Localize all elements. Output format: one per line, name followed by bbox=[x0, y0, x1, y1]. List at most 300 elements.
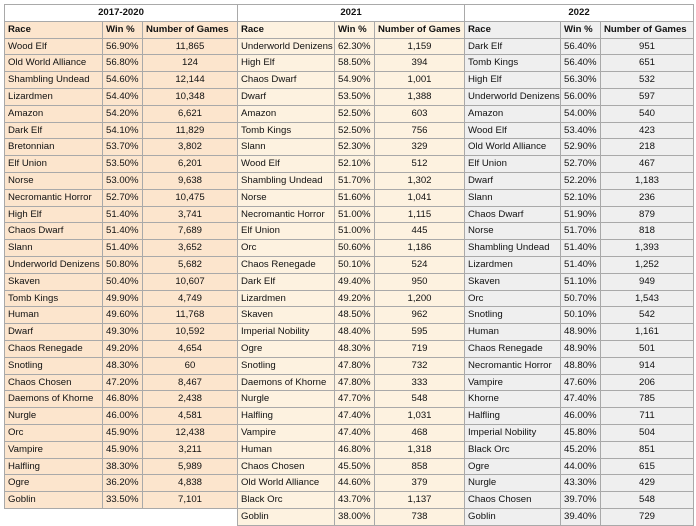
games-cell[interactable]: 1,115 bbox=[375, 206, 465, 223]
race-cell[interactable]: Necromantic Horror bbox=[5, 189, 103, 206]
games-cell[interactable]: 1,252 bbox=[601, 256, 694, 273]
games-cell[interactable]: 7,689 bbox=[143, 223, 238, 240]
games-cell[interactable]: 914 bbox=[601, 357, 694, 374]
race-cell[interactable]: Goblin bbox=[465, 508, 561, 525]
games-cell[interactable]: 540 bbox=[601, 105, 694, 122]
games-cell[interactable]: 329 bbox=[375, 139, 465, 156]
games-cell[interactable]: 3,741 bbox=[143, 206, 238, 223]
table-row bbox=[465, 88, 694, 105]
race-cell[interactable]: Underworld Denizens bbox=[465, 88, 561, 105]
win-pct-cell[interactable]: 52.70% bbox=[561, 156, 601, 173]
race-cell[interactable]: Chaos Dwarf bbox=[5, 223, 103, 240]
race-cell[interactable]: Chaos Renegade bbox=[5, 340, 103, 357]
games-cell[interactable]: 333 bbox=[375, 374, 465, 391]
table-row bbox=[465, 72, 694, 89]
games-cell[interactable]: 785 bbox=[601, 391, 694, 408]
win-pct-cell[interactable]: 39.70% bbox=[561, 492, 601, 509]
games-cell[interactable]: 501 bbox=[601, 340, 694, 357]
table-row bbox=[465, 55, 694, 72]
race-cell[interactable]: Chaos Chosen bbox=[5, 374, 103, 391]
race-cell[interactable]: Daemons of Khorne bbox=[5, 391, 103, 408]
win-pct-cell[interactable]: 46.00% bbox=[561, 408, 601, 425]
race-cell[interactable]: Dark Elf bbox=[465, 38, 561, 55]
race-cell[interactable]: Norse bbox=[238, 189, 335, 206]
table-row bbox=[238, 256, 465, 273]
games-cell[interactable]: 206 bbox=[601, 374, 694, 391]
games-cell[interactable]: 6,201 bbox=[143, 156, 238, 173]
games-cell[interactable]: 6,621 bbox=[143, 105, 238, 122]
race-cell[interactable]: Chaos Chosen bbox=[465, 492, 561, 509]
race-cell[interactable]: Shambling Undead bbox=[238, 172, 335, 189]
games-cell[interactable]: 951 bbox=[601, 38, 694, 55]
win-pct-cell[interactable]: 51.10% bbox=[561, 273, 601, 290]
period-title[interactable]: 2017-2020 bbox=[5, 5, 238, 22]
games-cell[interactable]: 879 bbox=[601, 206, 694, 223]
win-pct-cell[interactable]: 56.00% bbox=[561, 88, 601, 105]
win-pct-cell[interactable]: 54.60% bbox=[103, 72, 143, 89]
games-cell[interactable]: 949 bbox=[601, 273, 694, 290]
race-cell[interactable]: Daemons of Khorne bbox=[238, 374, 335, 391]
games-cell[interactable]: 595 bbox=[375, 324, 465, 341]
games-cell[interactable]: 468 bbox=[375, 424, 465, 441]
race-cell[interactable]: Underworld Denizens bbox=[5, 256, 103, 273]
win-pct-cell[interactable]: 53.50% bbox=[103, 156, 143, 173]
games-cell[interactable]: 597 bbox=[601, 88, 694, 105]
games-cell[interactable]: 467 bbox=[601, 156, 694, 173]
win-pct-cell[interactable]: 58.50% bbox=[335, 55, 375, 72]
race-cell[interactable]: Elf Union bbox=[238, 223, 335, 240]
win-pct-cell[interactable]: 48.50% bbox=[335, 307, 375, 324]
race-cell[interactable]: Elf Union bbox=[465, 156, 561, 173]
games-cell[interactable]: 651 bbox=[601, 55, 694, 72]
win-pct-cell[interactable]: 52.10% bbox=[561, 189, 601, 206]
games-cell[interactable]: 1,001 bbox=[375, 72, 465, 89]
race-cell[interactable]: Lizardmen bbox=[238, 290, 335, 307]
games-cell[interactable]: 524 bbox=[375, 256, 465, 273]
race-cell[interactable]: Orc bbox=[238, 240, 335, 257]
win-pct-cell[interactable]: 47.40% bbox=[335, 408, 375, 425]
period-title[interactable]: 2022 bbox=[465, 5, 694, 22]
win-pct-cell[interactable]: 53.50% bbox=[335, 88, 375, 105]
win-pct-cell[interactable]: 51.40% bbox=[561, 240, 601, 257]
games-cell[interactable]: 1,388 bbox=[375, 88, 465, 105]
win-pct-cell[interactable]: 48.30% bbox=[335, 340, 375, 357]
column-header-race[interactable]: Race bbox=[238, 21, 335, 38]
games-cell[interactable]: 1,302 bbox=[375, 172, 465, 189]
games-cell[interactable]: 1,183 bbox=[601, 172, 694, 189]
win-pct-cell[interactable]: 48.30% bbox=[103, 357, 143, 374]
games-cell[interactable]: 858 bbox=[375, 458, 465, 475]
race-cell[interactable]: Norse bbox=[5, 172, 103, 189]
games-cell[interactable]: 124 bbox=[143, 55, 238, 72]
table-row bbox=[238, 290, 465, 307]
games-cell[interactable]: 10,475 bbox=[143, 189, 238, 206]
race-cell[interactable]: Halfling bbox=[5, 458, 103, 475]
games-cell[interactable]: 1,041 bbox=[375, 189, 465, 206]
win-pct-cell[interactable]: 49.30% bbox=[103, 324, 143, 341]
table-row bbox=[465, 223, 694, 240]
table-row bbox=[5, 475, 238, 492]
games-cell[interactable]: 11,865 bbox=[143, 38, 238, 55]
column-header-games[interactable]: Number of Games bbox=[143, 21, 238, 38]
race-cell[interactable]: Chaos Renegade bbox=[238, 256, 335, 273]
table-row bbox=[238, 374, 465, 391]
win-pct-cell[interactable]: 62.30% bbox=[335, 38, 375, 55]
win-pct-cell[interactable]: 49.60% bbox=[103, 307, 143, 324]
race-cell[interactable]: Old World Alliance bbox=[238, 475, 335, 492]
race-cell[interactable]: Imperial Nobility bbox=[465, 424, 561, 441]
race-cell[interactable]: Halfling bbox=[465, 408, 561, 425]
race-cell[interactable]: Chaos Dwarf bbox=[465, 206, 561, 223]
win-pct-cell[interactable]: 46.80% bbox=[103, 391, 143, 408]
race-cell[interactable]: Snotling bbox=[465, 307, 561, 324]
period-header-row bbox=[5, 5, 238, 22]
games-cell[interactable]: 12,144 bbox=[143, 72, 238, 89]
race-cell[interactable]: Human bbox=[465, 324, 561, 341]
race-cell[interactable]: Orc bbox=[5, 424, 103, 441]
win-pct-cell[interactable]: 51.60% bbox=[335, 189, 375, 206]
race-cell[interactable]: Skaven bbox=[238, 307, 335, 324]
games-cell[interactable]: 512 bbox=[375, 156, 465, 173]
race-cell[interactable]: Necromantic Horror bbox=[238, 206, 335, 223]
table-row bbox=[5, 492, 238, 509]
games-cell[interactable]: 1,137 bbox=[375, 492, 465, 509]
games-cell[interactable]: 1,393 bbox=[601, 240, 694, 257]
games-cell[interactable]: 3,652 bbox=[143, 240, 238, 257]
games-cell[interactable]: 962 bbox=[375, 307, 465, 324]
win-pct-cell[interactable]: 46.80% bbox=[335, 441, 375, 458]
race-cell[interactable]: Old World Alliance bbox=[5, 55, 103, 72]
column-header-win-pct[interactable]: Win % bbox=[561, 21, 601, 38]
games-cell[interactable]: 4,838 bbox=[143, 475, 238, 492]
race-cell[interactable]: Underworld Denizens bbox=[238, 38, 335, 55]
race-cell[interactable]: Skaven bbox=[465, 273, 561, 290]
column-header-race[interactable]: Race bbox=[5, 21, 103, 38]
games-cell[interactable]: 1,200 bbox=[375, 290, 465, 307]
race-cell[interactable]: Elf Union bbox=[5, 156, 103, 173]
win-pct-cell[interactable]: 52.70% bbox=[103, 189, 143, 206]
win-pct-cell[interactable]: 44.00% bbox=[561, 458, 601, 475]
win-pct-cell[interactable]: 51.90% bbox=[561, 206, 601, 223]
games-cell[interactable]: 4,581 bbox=[143, 408, 238, 425]
race-cell[interactable]: Goblin bbox=[5, 492, 103, 509]
race-cell[interactable]: Nurgle bbox=[238, 391, 335, 408]
win-pct-cell[interactable]: 39.40% bbox=[561, 508, 601, 525]
race-cell[interactable]: Ogre bbox=[465, 458, 561, 475]
games-cell[interactable]: 542 bbox=[601, 307, 694, 324]
win-pct-cell[interactable]: 46.00% bbox=[103, 408, 143, 425]
table-row bbox=[465, 172, 694, 189]
games-cell[interactable]: 10,607 bbox=[143, 273, 238, 290]
win-pct-cell[interactable]: 56.80% bbox=[103, 55, 143, 72]
race-cell[interactable]: High Elf bbox=[238, 55, 335, 72]
race-cell[interactable]: Nurgle bbox=[465, 475, 561, 492]
race-cell[interactable]: Bretonnian bbox=[5, 139, 103, 156]
games-cell[interactable]: 379 bbox=[375, 475, 465, 492]
games-cell[interactable]: 719 bbox=[375, 340, 465, 357]
win-pct-cell[interactable]: 53.00% bbox=[103, 172, 143, 189]
race-cell[interactable]: Dark Elf bbox=[5, 122, 103, 139]
win-pct-cell[interactable]: 51.70% bbox=[335, 172, 375, 189]
win-pct-cell[interactable]: 45.80% bbox=[561, 424, 601, 441]
win-pct-cell[interactable]: 47.80% bbox=[335, 374, 375, 391]
win-pct-cell[interactable]: 50.10% bbox=[561, 307, 601, 324]
games-cell[interactable]: 9,638 bbox=[143, 172, 238, 189]
win-pct-cell[interactable]: 53.40% bbox=[561, 122, 601, 139]
games-cell[interactable]: 1,186 bbox=[375, 240, 465, 257]
win-pct-cell[interactable]: 38.30% bbox=[103, 458, 143, 475]
win-pct-cell[interactable]: 47.40% bbox=[335, 424, 375, 441]
win-pct-cell[interactable]: 51.70% bbox=[561, 223, 601, 240]
games-cell[interactable]: 504 bbox=[601, 424, 694, 441]
games-cell[interactable]: 738 bbox=[375, 508, 465, 525]
race-cell[interactable]: Chaos Dwarf bbox=[238, 72, 335, 89]
race-cell[interactable]: Slann bbox=[465, 189, 561, 206]
games-cell[interactable]: 394 bbox=[375, 55, 465, 72]
win-pct-cell[interactable]: 53.70% bbox=[103, 139, 143, 156]
win-pct-cell[interactable]: 51.40% bbox=[103, 206, 143, 223]
win-pct-cell[interactable]: 49.40% bbox=[335, 273, 375, 290]
race-cell[interactable]: Nurgle bbox=[5, 408, 103, 425]
race-cell[interactable]: Shambling Undead bbox=[465, 240, 561, 257]
win-pct-cell[interactable]: 47.20% bbox=[103, 374, 143, 391]
race-cell[interactable]: Tomb Kings bbox=[5, 290, 103, 307]
race-cell[interactable]: Human bbox=[5, 307, 103, 324]
games-cell[interactable]: 2,438 bbox=[143, 391, 238, 408]
games-cell[interactable]: 1,318 bbox=[375, 441, 465, 458]
table-row bbox=[5, 156, 238, 173]
win-pct-cell[interactable]: 48.90% bbox=[561, 324, 601, 341]
win-pct-cell[interactable]: 51.40% bbox=[103, 240, 143, 257]
win-pct-cell[interactable]: 56.30% bbox=[561, 72, 601, 89]
games-cell[interactable]: 851 bbox=[601, 441, 694, 458]
win-pct-cell[interactable]: 50.80% bbox=[103, 256, 143, 273]
column-header-row bbox=[5, 21, 238, 38]
win-pct-cell[interactable]: 54.90% bbox=[335, 72, 375, 89]
race-cell[interactable]: Shambling Undead bbox=[5, 72, 103, 89]
games-cell[interactable]: 615 bbox=[601, 458, 694, 475]
win-pct-cell[interactable]: 54.10% bbox=[103, 122, 143, 139]
games-cell[interactable]: 8,467 bbox=[143, 374, 238, 391]
win-pct-cell[interactable]: 49.20% bbox=[103, 340, 143, 357]
race-cell[interactable]: Goblin bbox=[238, 508, 335, 525]
win-pct-cell[interactable]: 33.50% bbox=[103, 492, 143, 509]
race-cell[interactable]: Dark Elf bbox=[238, 273, 335, 290]
race-cell[interactable]: High Elf bbox=[5, 206, 103, 223]
games-cell[interactable]: 532 bbox=[601, 72, 694, 89]
games-cell[interactable]: 732 bbox=[375, 357, 465, 374]
race-cell[interactable]: Dwarf bbox=[465, 172, 561, 189]
race-cell[interactable]: Slann bbox=[5, 240, 103, 257]
race-cell[interactable]: Black Orc bbox=[238, 492, 335, 509]
table-row bbox=[238, 307, 465, 324]
race-cell[interactable]: Halfling bbox=[238, 408, 335, 425]
win-pct-cell[interactable]: 43.70% bbox=[335, 492, 375, 509]
games-cell[interactable]: 218 bbox=[601, 139, 694, 156]
games-cell[interactable]: 711 bbox=[601, 408, 694, 425]
race-cell[interactable]: Amazon bbox=[465, 105, 561, 122]
race-cell[interactable]: High Elf bbox=[465, 72, 561, 89]
win-pct-cell[interactable]: 48.80% bbox=[561, 357, 601, 374]
games-cell[interactable]: 3,802 bbox=[143, 139, 238, 156]
race-cell[interactable]: Amazon bbox=[5, 105, 103, 122]
race-cell[interactable]: Snotling bbox=[5, 357, 103, 374]
race-cell[interactable]: Vampire bbox=[238, 424, 335, 441]
games-cell[interactable]: 818 bbox=[601, 223, 694, 240]
games-cell[interactable]: 60 bbox=[143, 357, 238, 374]
win-pct-cell[interactable]: 47.60% bbox=[561, 374, 601, 391]
win-pct-cell[interactable]: 51.40% bbox=[103, 223, 143, 240]
race-cell[interactable]: Ogre bbox=[5, 475, 103, 492]
games-cell[interactable]: 1,031 bbox=[375, 408, 465, 425]
games-cell[interactable]: 603 bbox=[375, 105, 465, 122]
win-pct-cell[interactable]: 50.40% bbox=[103, 273, 143, 290]
race-cell[interactable]: Wood Elf bbox=[238, 156, 335, 173]
win-pct-cell[interactable]: 56.90% bbox=[103, 38, 143, 55]
race-cell[interactable]: Necromantic Horror bbox=[465, 357, 561, 374]
games-cell[interactable]: 3,211 bbox=[143, 441, 238, 458]
race-cell[interactable]: Vampire bbox=[465, 374, 561, 391]
race-cell[interactable]: Snotling bbox=[238, 357, 335, 374]
win-pct-cell[interactable]: 50.70% bbox=[561, 290, 601, 307]
win-pct-cell[interactable]: 51.00% bbox=[335, 223, 375, 240]
win-pct-cell[interactable]: 49.90% bbox=[103, 290, 143, 307]
games-cell[interactable]: 11,768 bbox=[143, 307, 238, 324]
win-pct-cell[interactable]: 47.80% bbox=[335, 357, 375, 374]
table-row bbox=[238, 206, 465, 223]
race-cell[interactable]: Tomb Kings bbox=[238, 122, 335, 139]
games-cell[interactable]: 5,682 bbox=[143, 256, 238, 273]
table-row bbox=[465, 240, 694, 257]
win-pct-cell[interactable]: 52.50% bbox=[335, 105, 375, 122]
period-title[interactable]: 2021 bbox=[238, 5, 465, 22]
games-cell[interactable]: 5,989 bbox=[143, 458, 238, 475]
games-cell[interactable]: 12,438 bbox=[143, 424, 238, 441]
games-cell[interactable]: 4,749 bbox=[143, 290, 238, 307]
column-header-games[interactable]: Number of Games bbox=[601, 21, 694, 38]
win-pct-cell[interactable]: 45.20% bbox=[561, 441, 601, 458]
table-row bbox=[5, 324, 238, 341]
race-cell[interactable]: Human bbox=[238, 441, 335, 458]
race-cell[interactable]: Ogre bbox=[238, 340, 335, 357]
column-header-race[interactable]: Race bbox=[465, 21, 561, 38]
win-pct-cell[interactable]: 54.00% bbox=[561, 105, 601, 122]
games-cell[interactable]: 11,829 bbox=[143, 122, 238, 139]
table-row bbox=[5, 88, 238, 105]
win-pct-cell[interactable]: 56.40% bbox=[561, 55, 601, 72]
race-cell[interactable]: Chaos Renegade bbox=[465, 340, 561, 357]
win-pct-cell[interactable]: 56.40% bbox=[561, 38, 601, 55]
games-cell[interactable]: 950 bbox=[375, 273, 465, 290]
race-cell[interactable]: Lizardmen bbox=[5, 88, 103, 105]
table-row bbox=[465, 324, 694, 341]
race-cell[interactable]: Vampire bbox=[5, 441, 103, 458]
win-pct-cell[interactable]: 52.90% bbox=[561, 139, 601, 156]
race-cell[interactable]: Amazon bbox=[238, 105, 335, 122]
race-cell[interactable]: Wood Elf bbox=[5, 38, 103, 55]
win-pct-cell[interactable]: 54.20% bbox=[103, 105, 143, 122]
win-pct-cell[interactable]: 45.90% bbox=[103, 424, 143, 441]
win-pct-cell[interactable]: 43.30% bbox=[561, 475, 601, 492]
win-pct-cell[interactable]: 52.10% bbox=[335, 156, 375, 173]
win-pct-cell[interactable]: 48.90% bbox=[561, 340, 601, 357]
games-cell[interactable]: 429 bbox=[601, 475, 694, 492]
games-cell[interactable]: 756 bbox=[375, 122, 465, 139]
race-cell[interactable]: Black Orc bbox=[465, 441, 561, 458]
games-cell[interactable]: 4,654 bbox=[143, 340, 238, 357]
race-cell[interactable]: Skaven bbox=[5, 273, 103, 290]
race-cell[interactable]: Dwarf bbox=[5, 324, 103, 341]
games-cell[interactable]: 1,161 bbox=[601, 324, 694, 341]
race-cell[interactable]: Tomb Kings bbox=[465, 55, 561, 72]
win-pct-cell[interactable]: 50.10% bbox=[335, 256, 375, 273]
win-pct-cell[interactable]: 45.50% bbox=[335, 458, 375, 475]
win-pct-cell[interactable]: 51.40% bbox=[561, 256, 601, 273]
race-cell[interactable]: Chaos Chosen bbox=[238, 458, 335, 475]
table-row bbox=[5, 408, 238, 425]
games-cell[interactable]: 236 bbox=[601, 189, 694, 206]
win-pct-cell[interactable]: 44.60% bbox=[335, 475, 375, 492]
column-header-win-pct[interactable]: Win % bbox=[103, 21, 143, 38]
win-pct-cell[interactable]: 38.00% bbox=[335, 508, 375, 525]
table-row bbox=[465, 408, 694, 425]
table-row bbox=[238, 475, 465, 492]
win-pct-cell[interactable]: 48.40% bbox=[335, 324, 375, 341]
games-cell[interactable]: 423 bbox=[601, 122, 694, 139]
games-cell[interactable]: 7,101 bbox=[143, 492, 238, 509]
race-cell[interactable]: Imperial Nobility bbox=[238, 324, 335, 341]
race-cell[interactable]: Norse bbox=[465, 223, 561, 240]
win-pct-cell[interactable]: 47.40% bbox=[561, 391, 601, 408]
table-row bbox=[238, 408, 465, 425]
games-cell[interactable]: 10,348 bbox=[143, 88, 238, 105]
win-pct-cell[interactable]: 49.20% bbox=[335, 290, 375, 307]
race-cell[interactable]: Dwarf bbox=[238, 88, 335, 105]
games-cell[interactable]: 729 bbox=[601, 508, 694, 525]
games-cell[interactable]: 10,592 bbox=[143, 324, 238, 341]
table-row bbox=[5, 424, 238, 441]
games-cell[interactable]: 548 bbox=[375, 391, 465, 408]
games-cell[interactable]: 445 bbox=[375, 223, 465, 240]
win-pct-cell[interactable]: 52.50% bbox=[335, 122, 375, 139]
win-pct-cell[interactable]: 52.20% bbox=[561, 172, 601, 189]
games-cell[interactable]: 1,159 bbox=[375, 38, 465, 55]
table-row bbox=[238, 508, 465, 525]
race-cell[interactable]: Slann bbox=[238, 139, 335, 156]
table-row bbox=[465, 256, 694, 273]
race-cell[interactable]: Wood Elf bbox=[465, 122, 561, 139]
win-pct-cell[interactable]: 36.20% bbox=[103, 475, 143, 492]
win-pct-cell[interactable]: 54.40% bbox=[103, 88, 143, 105]
race-cell[interactable]: Khorne bbox=[465, 391, 561, 408]
table-row bbox=[465, 424, 694, 441]
games-cell[interactable]: 548 bbox=[601, 492, 694, 509]
win-pct-cell[interactable]: 45.90% bbox=[103, 441, 143, 458]
race-cell[interactable]: Lizardmen bbox=[465, 256, 561, 273]
win-pct-cell[interactable]: 47.70% bbox=[335, 391, 375, 408]
table-row bbox=[238, 441, 465, 458]
win-pct-cell[interactable]: 52.30% bbox=[335, 139, 375, 156]
column-header-win-pct[interactable]: Win % bbox=[335, 21, 375, 38]
race-cell[interactable]: Old World Alliance bbox=[465, 139, 561, 156]
win-pct-cell[interactable]: 51.00% bbox=[335, 206, 375, 223]
win-pct-cell[interactable]: 50.60% bbox=[335, 240, 375, 257]
games-cell[interactable]: 1,543 bbox=[601, 290, 694, 307]
column-header-games[interactable]: Number of Games bbox=[375, 21, 465, 38]
table-2021 bbox=[237, 4, 465, 526]
race-cell[interactable]: Orc bbox=[465, 290, 561, 307]
table-row bbox=[465, 307, 694, 324]
